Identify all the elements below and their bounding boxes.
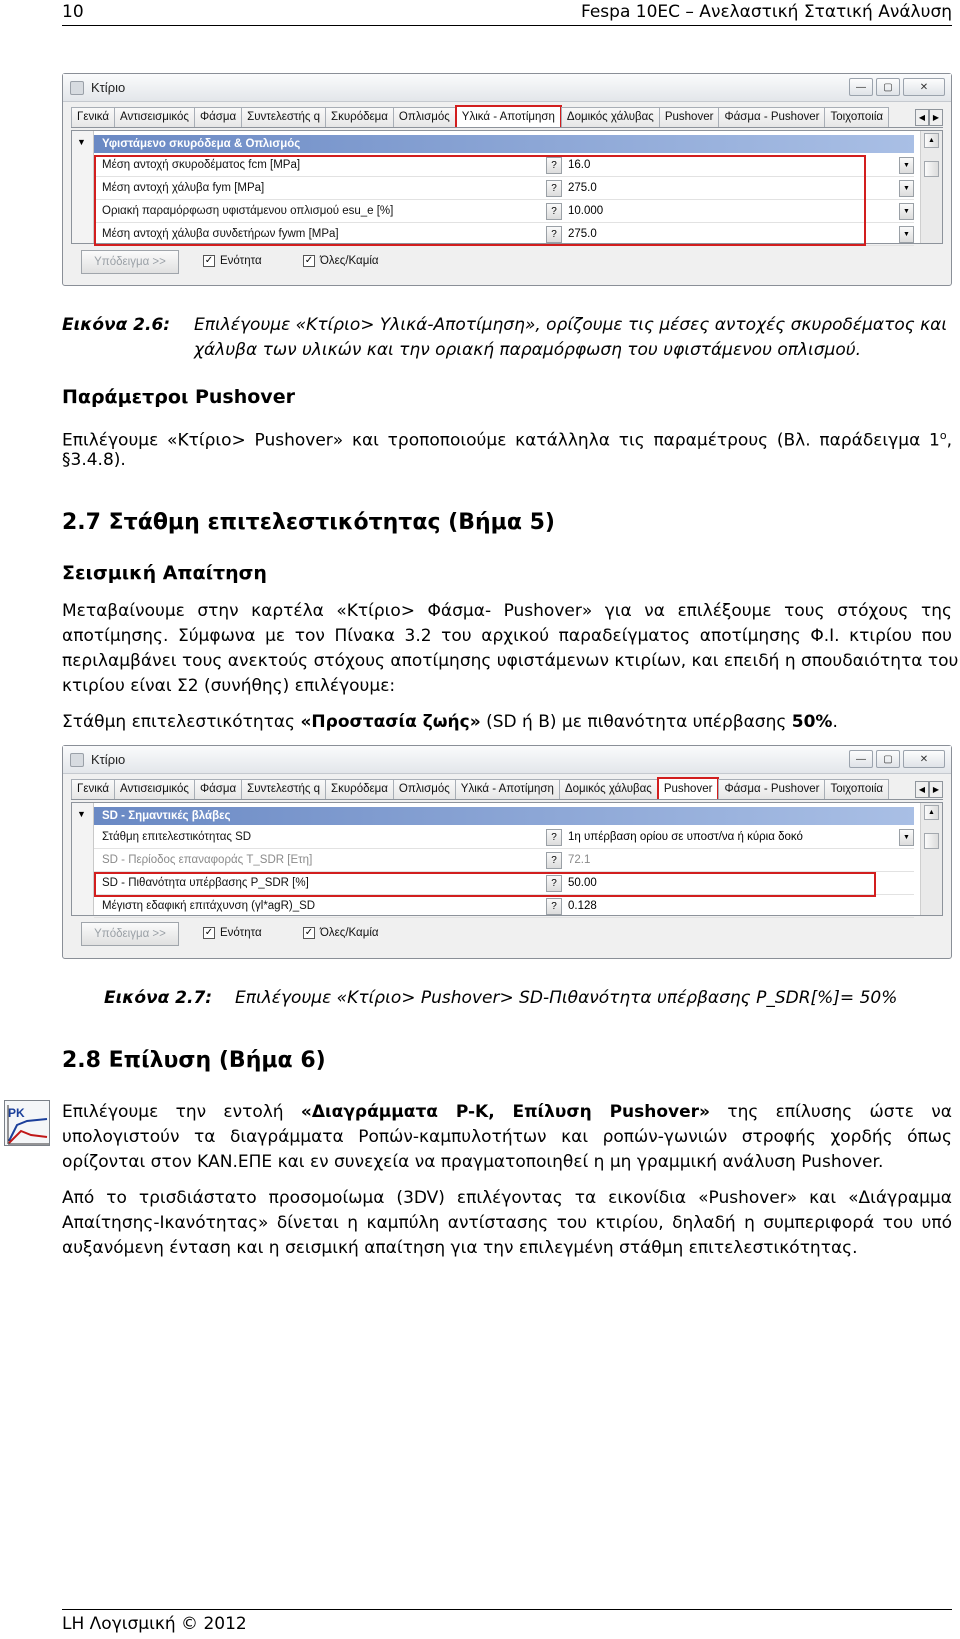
paragraph-line: Απαίτησης-Ικανότητας» δίνεται η καμπύλη αντίστασης του κτιρίου, δηλαδή η συμπεριφορά του υπό: [62, 1213, 952, 1233]
section-heading: 2.8 Επίλυση (Βήμα 6): [62, 1048, 326, 1073]
dialog-titlebar: [63, 746, 951, 774]
tab-reinforcement[interactable]: Οπλισμός: [393, 779, 456, 799]
pk-diagram-icon: [4, 1100, 50, 1146]
property-value[interactable]: 50.00: [568, 877, 597, 889]
property-row[interactable]: [94, 896, 914, 918]
tab-strip: [71, 778, 943, 800]
help-icon[interactable]: ?: [546, 829, 562, 846]
help-icon[interactable]: ?: [546, 180, 562, 197]
figure-number: Εικόνα 2.7:: [104, 988, 213, 1008]
property-value: 72.1: [568, 854, 591, 866]
paragraph-line: αυξανόμενη ένταση και η σεισμική απαίτηση για την επιλεγμένη στάθμη επιτελεστικότητας.: [62, 1238, 858, 1258]
tab-q-factor[interactable]: Συντελεστής q: [241, 107, 326, 127]
footer-text: LH Λογισμική © 2012: [62, 1614, 247, 1634]
close-icon[interactable]: ✕: [903, 78, 945, 96]
vertical-scrollbar[interactable]: [920, 803, 942, 915]
help-icon[interactable]: ?: [546, 898, 562, 915]
collapse-icon[interactable]: ▼: [77, 809, 86, 819]
paragraph-line: Επιλέγουμε την εντολή «Διαγράμματα P-K, Επίλυση Pushover» της επίλυσης ώστε να: [62, 1102, 953, 1122]
highlight-box: [94, 872, 876, 897]
property-value[interactable]: 10.000: [568, 205, 604, 217]
tab-spectrum-pushover[interactable]: Φάσμα - Pushover: [718, 107, 825, 127]
chevron-down-icon[interactable]: ▼: [899, 180, 914, 197]
help-icon[interactable]: ?: [546, 157, 562, 174]
paragraph-line: αποτίμησης. Σύμφωνα με τον Πίνακα 3.2 του αρχικού παραδείγματος αποτίμησης Φ.Ι. κτιρίου που: [62, 626, 952, 646]
help-icon[interactable]: ?: [546, 852, 562, 869]
property-label: Οριακή παραμόρφωση υφιστάμενου οπλισμού esu_e [%]: [102, 205, 394, 217]
tab-spectrum-pushover[interactable]: Φάσμα - Pushover: [718, 779, 825, 799]
property-value[interactable]: 1η υπέρβαση ορίου σε υποστ/να ή κύρια δοκό: [568, 831, 803, 843]
paragraph-line: υπολογιστούν τα διαγράμματα Ροπών-καμπυλοτήτων και ροπών-γωνιών στροφής χορδής όπως: [62, 1127, 952, 1147]
all-none-checkbox[interactable]: [303, 255, 379, 267]
page-header: [62, 0, 952, 26]
tab-strip: [71, 106, 943, 128]
tab-structural-steel[interactable]: Δομικός χάλυβας: [559, 779, 658, 799]
tab-general[interactable]: Γενικά: [71, 779, 115, 799]
checkbox-label: Ενότητα: [220, 927, 262, 939]
scroll-thumb[interactable]: [924, 833, 939, 849]
property-row[interactable]: [94, 827, 914, 849]
tab-seismic[interactable]: Αντισεισμικός: [114, 779, 195, 799]
tab-reinforcement[interactable]: Οπλισμός: [393, 107, 456, 127]
tab-concrete[interactable]: Σκυρόδεμα: [325, 779, 394, 799]
close-icon[interactable]: ✕: [903, 750, 945, 768]
collapse-icon[interactable]: ▼: [77, 137, 86, 147]
checkbox-label: Ενότητα: [220, 255, 262, 267]
property-value[interactable]: 275.0: [568, 182, 597, 194]
paragraph-line: Επιλέγουμε «Κτίριο> Pushover» και τροποποιούμε κατάλληλα τις παραμέτρους (Βλ. παράδειγμα $1^o$,: [62, 429, 952, 451]
building-dialog-pushover: [62, 745, 952, 959]
property-label: Στάθμη επιτελεστικότητας SD: [102, 831, 252, 843]
group-header[interactable]: SD - Σημαντικές βλάβες: [94, 807, 914, 825]
tab-q-factor[interactable]: Συντελεστής q: [241, 779, 326, 799]
section-heading: Παράμετροι Pushover: [62, 386, 295, 408]
page-number: 10: [62, 2, 84, 22]
tab-materials-assessment[interactable]: Υλικά - Αποτίμηση: [455, 779, 560, 799]
help-icon[interactable]: ?: [546, 226, 562, 243]
minimize-icon[interactable]: —: [849, 78, 873, 96]
checkbox-label: Όλες/Καμία: [320, 927, 379, 939]
highlight-box: [94, 155, 866, 246]
example-button[interactable]: Υπόδειγμα >>: [81, 250, 179, 274]
building-dialog-materials: [62, 73, 952, 286]
app-icon: [70, 81, 84, 95]
property-value[interactable]: 16.0: [568, 159, 591, 171]
property-label: Μέση αντοχή χάλυβα fym [MPa]: [102, 182, 265, 194]
svg-text:PK: PK: [8, 1106, 25, 1120]
scroll-thumb[interactable]: [924, 161, 939, 177]
paragraph-line: §3.4.8).: [62, 450, 126, 470]
scroll-up-icon[interactable]: ▲: [924, 805, 939, 820]
tab-pushover[interactable]: Pushover: [657, 777, 720, 799]
property-grid: [71, 130, 943, 244]
tab-scroll-left-icon[interactable]: ◀: [915, 109, 929, 126]
section-checkbox[interactable]: [203, 255, 262, 267]
chevron-down-icon[interactable]: ▼: [899, 203, 914, 220]
paragraph-line: Από το τρισδιάστατο προσομοίωμα (3DV) επιλέγοντας τα εικονίδια «Pushover» και «Διάγραμμα: [62, 1188, 952, 1208]
tab-structural-steel[interactable]: Δομικός χάλυβας: [561, 107, 660, 127]
tab-masonry[interactable]: Τοιχοποιία: [824, 107, 889, 127]
property-row[interactable]: [94, 850, 914, 872]
checkmark-icon: ✓: [204, 927, 214, 938]
running-title: Fespa 10EC – Ανελαστική Στατική Ανάλυση: [580, 2, 952, 22]
dialog-titlebar: [63, 74, 951, 102]
checkmark-icon: ✓: [304, 927, 314, 938]
help-icon[interactable]: ?: [546, 875, 562, 892]
checkmark-icon: ✓: [304, 255, 314, 266]
checkbox-label: Όλες/Καμία: [320, 255, 379, 267]
section-heading: 2.7 Στάθμη επιτελεστικότητας (Βήμα 5): [62, 510, 555, 535]
property-label: Μέση αντοχή χάλυβα συνδετήρων fywm [MPa]: [102, 228, 339, 240]
group-header[interactable]: Υφιστάμενο σκυρόδεμα & Οπλισμός: [94, 135, 914, 153]
figure-caption-line: Επιλέγουμε «Κτίριο> Υλικά-Αποτίμηση», ορίζουμε τις μέσες αντοχές σκυροδέματος και: [194, 315, 948, 335]
paragraph-line: ορίζονται στον ΚΑΝ.ΕΠΕ και εν συνεχεία να πραγματοποιηθεί η μη γραμμική ανάλυση Pushover.: [62, 1152, 884, 1172]
maximize-icon[interactable]: ▢: [876, 78, 900, 96]
figure-number: Εικόνα 2.6:: [62, 315, 171, 335]
tab-spectrum[interactable]: Φάσμα: [194, 779, 242, 799]
tab-pushover[interactable]: Pushover: [659, 107, 720, 127]
checkmark-icon: ✓: [204, 255, 214, 266]
tab-scroll-left-icon[interactable]: ◀: [915, 781, 929, 798]
help-icon[interactable]: ?: [546, 203, 562, 220]
subsection-heading: Σεισμική Απαίτηση: [62, 562, 267, 584]
maximize-icon[interactable]: ▢: [876, 750, 900, 768]
chevron-down-icon[interactable]: ▼: [899, 829, 914, 846]
property-value[interactable]: 275.0: [568, 228, 597, 240]
paragraph-line: κτιρίου είναι Σ2 (συνήθης) επιλέγουμε:: [62, 676, 396, 696]
property-grid: [71, 802, 943, 916]
chevron-down-icon[interactable]: ▼: [899, 157, 914, 174]
section-checkbox[interactable]: [203, 927, 262, 939]
tab-seismic[interactable]: Αντισεισμικός: [114, 107, 195, 127]
property-label: Μέγιστη εδαφική επιτάχυνση (γl*agR)_SD: [102, 900, 316, 912]
figure-caption-line: χάλυβα των υλικών και την οριακή παραμόρφωση του υφιστάμενου οπλισμού.: [194, 340, 862, 360]
tab-general[interactable]: Γενικά: [71, 107, 115, 127]
dialog-title: Κτίριο: [91, 80, 126, 95]
app-icon: [70, 753, 84, 767]
paragraph-line: Στάθμη επιτελεστικότητας «Προστασία ζωής» (SD ή B) με πιθανότητα υπέρβασης 50%.: [62, 712, 838, 732]
dialog-title: Κτίριο: [91, 752, 126, 767]
tab-scroll-right-icon[interactable]: ▶: [929, 109, 943, 126]
tab-scroll-right-icon[interactable]: ▶: [929, 781, 943, 798]
chevron-down-icon[interactable]: ▼: [899, 226, 914, 243]
property-label: Μέση αντοχή σκυροδέματος fcm [MPa]: [102, 159, 301, 171]
paragraph-line: Μεταβαίνουμε στην καρτέλα «Κτίριο> Φάσμα- Pushover» για να επιλέξουμε τους στόχους της: [62, 601, 952, 621]
tab-materials-assessment[interactable]: Υλικά - Αποτίμηση: [455, 105, 562, 127]
tab-concrete[interactable]: Σκυρόδεμα: [325, 107, 394, 127]
example-button[interactable]: Υπόδειγμα >>: [81, 922, 179, 946]
vertical-scrollbar[interactable]: [920, 131, 942, 243]
property-value[interactable]: 0.128: [568, 900, 597, 912]
minimize-icon[interactable]: —: [849, 750, 873, 768]
property-label: SD - Περίοδος επαναφοράς T_SDR [Ετη]: [102, 854, 313, 866]
figure-caption-line: Επιλέγουμε «Κτίριο> Pushover> SD-Πιθανότητα υπέρβασης P_SDR[%]= 50%: [235, 988, 898, 1008]
property-label: SD - Πιθανότητα υπέρβασης P_SDR [%]: [102, 877, 309, 889]
paragraph-line: περιλαμβάνει τους ανεκτούς στόχους αποτίμησης υφιστάμενων κτιρίων, και επειδή η σπουδαιότητα του: [62, 651, 959, 671]
footer-rule: [62, 1609, 952, 1610]
tab-spectrum[interactable]: Φάσμα: [194, 107, 242, 127]
scroll-up-icon[interactable]: ▲: [924, 133, 939, 148]
tab-masonry[interactable]: Τοιχοποιία: [824, 779, 889, 799]
all-none-checkbox[interactable]: [303, 927, 379, 939]
